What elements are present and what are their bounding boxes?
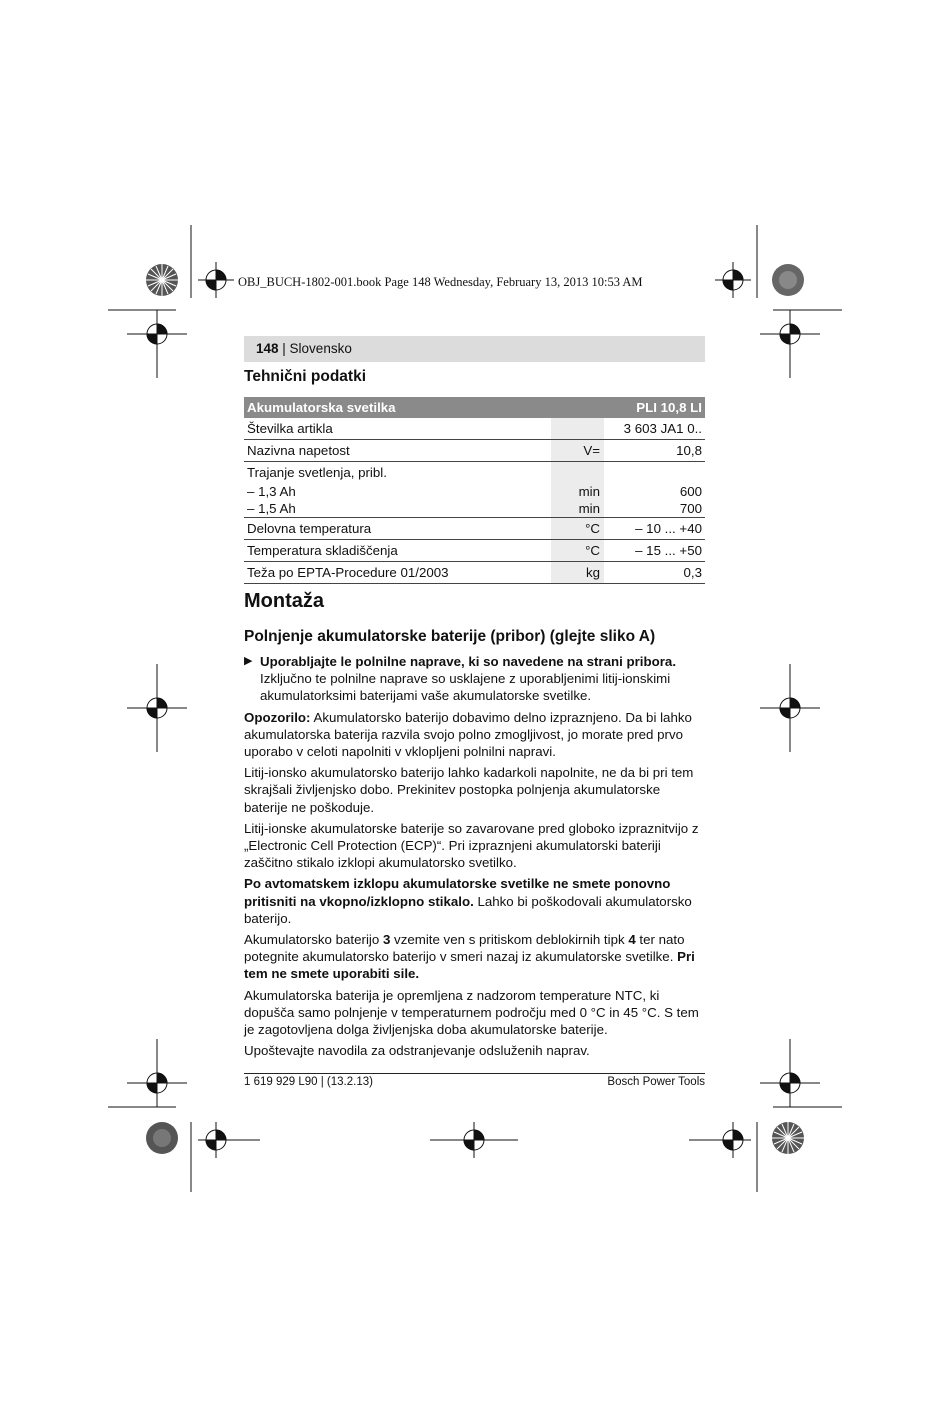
spec-row bbox=[244, 462, 705, 484]
footer-divider bbox=[244, 1073, 705, 1074]
header-language: Slovensko bbox=[289, 341, 352, 356]
spec-row bbox=[244, 518, 705, 540]
spec-unit: °C bbox=[551, 518, 604, 540]
warning-label: Opozorilo: bbox=[244, 709, 311, 725]
spec-unit: min bbox=[551, 500, 604, 518]
section-title-assembly: Montaža bbox=[244, 590, 324, 612]
section-title-technical-data: Tehnični podatki bbox=[244, 368, 366, 385]
spec-value: 600 bbox=[679, 484, 702, 499]
spec-unit: °C bbox=[551, 540, 604, 562]
spec-table bbox=[244, 397, 705, 584]
spec-value: 0,3 bbox=[604, 562, 705, 584]
spec-unit bbox=[551, 418, 604, 440]
body-text bbox=[244, 653, 705, 1063]
spec-label: – 1,5 Ah bbox=[244, 500, 551, 518]
ref-number-3: 3 bbox=[382, 932, 391, 948]
auto-off-text: Lahko bi poškodovali akumulatorsko baterijo. bbox=[244, 893, 692, 926]
spec-table-header bbox=[244, 397, 705, 418]
ref-number-4: 4 bbox=[628, 932, 636, 948]
spec-unit: min bbox=[551, 483, 604, 500]
subsection-title-charging: Polnjenje akumulatorske baterije (pribor) (glejte sliko A) bbox=[244, 628, 656, 645]
spec-label: Trajanje svetlenja, pribl. bbox=[247, 465, 387, 480]
spec-row bbox=[244, 483, 705, 500]
spec-row bbox=[244, 540, 705, 562]
remove-bold: Pri tem ne smete uporabiti sile. bbox=[244, 949, 695, 982]
spec-unit bbox=[551, 462, 604, 484]
spec-label: Številka artikla bbox=[244, 418, 551, 440]
paragraph-ntc: Akumulatorska baterija je opremljena z nadzorom temperature NTC, ki dopušča samo polnjenje v temperaturnem področju med 0 °C in 45 °C. S tem je zagotovljena dolga življenjska doba akumulatorske baterije. bbox=[244, 987, 699, 1038]
page-header bbox=[244, 336, 705, 362]
spec-value: – 10 ... +40 bbox=[604, 518, 705, 540]
spec-value bbox=[604, 462, 705, 484]
spec-label: Temperatura skladiščenja bbox=[244, 540, 551, 562]
paragraph-disposal: Upoštevajte navodila za odstranjevanje odsluženih naprav. bbox=[244, 1043, 590, 1059]
spec-label: Nazivna napetost bbox=[244, 440, 551, 462]
print-slug: OBJ_BUCH-1802-001.book Page 148 Wednesday, February 13, 2013 10:53 AM bbox=[238, 275, 643, 289]
spec-value: 10,8 bbox=[604, 440, 705, 462]
warning-paragraph bbox=[244, 709, 705, 761]
footer-doc-number: 1 619 929 L90 | (13.2.13) bbox=[244, 1076, 373, 1088]
paragraph-auto-off bbox=[244, 875, 705, 927]
spec-row bbox=[244, 562, 705, 584]
spec-unit: kg bbox=[551, 562, 604, 584]
spec-label: – 1,3 Ah bbox=[247, 484, 296, 499]
spec-head-label: Akumulatorska svetilka bbox=[244, 397, 604, 418]
paragraph-remove-battery bbox=[244, 931, 705, 983]
bullet-paragraph bbox=[244, 653, 705, 705]
spec-value: 3 603 JA1 0.. bbox=[604, 418, 705, 440]
page-number: 148 bbox=[256, 341, 279, 356]
footer-brand: Bosch Power Tools bbox=[607, 1076, 705, 1088]
spec-row bbox=[244, 500, 705, 518]
header-separator: | bbox=[278, 341, 290, 356]
paragraph-liion-charging: Litij-ionsko akumulatorsko baterijo lahko kadarkoli napolnite, ne da bi pri tem skrajšali življenjsko dobo. Prekinitev postopka polnjenja akumulatorske baterije ne poškoduje. bbox=[244, 765, 694, 815]
spec-label: Delovna temperatura bbox=[244, 518, 551, 540]
warning-text: Akumulatorsko baterijo dobavimo delno izpraznjeno. Da bi lahko akumulatorska baterija razvila svojo polno zmogljivost, jo morate pred prvo uporabo v celoti napolniti v vklopljeni polnilni napravi. bbox=[244, 709, 692, 760]
bullet-text: Izključno te polnilne naprave so usklajene z uporabljenimi litij-ionskimi akumulatorksimi baterijami vaše akumulatorske svetilke. bbox=[260, 671, 671, 704]
spec-head-value: PLI 10,8 LI bbox=[604, 397, 705, 418]
spec-label: Teža po EPTA-Procedure 01/2003 bbox=[244, 562, 551, 584]
remove-text-b: vzemite ven s pritiskom deblokirnih tipk bbox=[390, 932, 629, 948]
spec-row bbox=[244, 440, 705, 462]
remove-text-c: ter nato potegnite akumulatorsko baterijo v smeri nazaj iz akumulatorske svetilke. bbox=[244, 932, 685, 965]
bullet-bold: Uporabljajte le polnilne naprave, ki so navedene na strani pribora. bbox=[260, 654, 677, 669]
paragraph-ecp: Litij-ionske akumulatorske baterije so zavarovane pred globoko izpraznitvijo z „Electronic Cell Protection (ECP)“. Pri izpraznjeni akumulatorski bateriji zaščitno stikalo izklopi akumulatorsko svetilko. bbox=[244, 820, 699, 871]
spec-value: 700 bbox=[604, 500, 705, 518]
spec-unit: V= bbox=[551, 440, 604, 462]
remove-text-a: Akumulatorsko baterijo bbox=[244, 932, 383, 948]
bullet-arrow-icon: ▶ bbox=[244, 655, 253, 667]
spec-row bbox=[244, 418, 705, 440]
spec-value: – 15 ... +50 bbox=[604, 540, 705, 562]
auto-off-bold: Po avtomatskem izklopu akumulatorske svetilke ne smete ponovno pritisniti na vkopno/izklopno stikalo. bbox=[244, 876, 671, 909]
